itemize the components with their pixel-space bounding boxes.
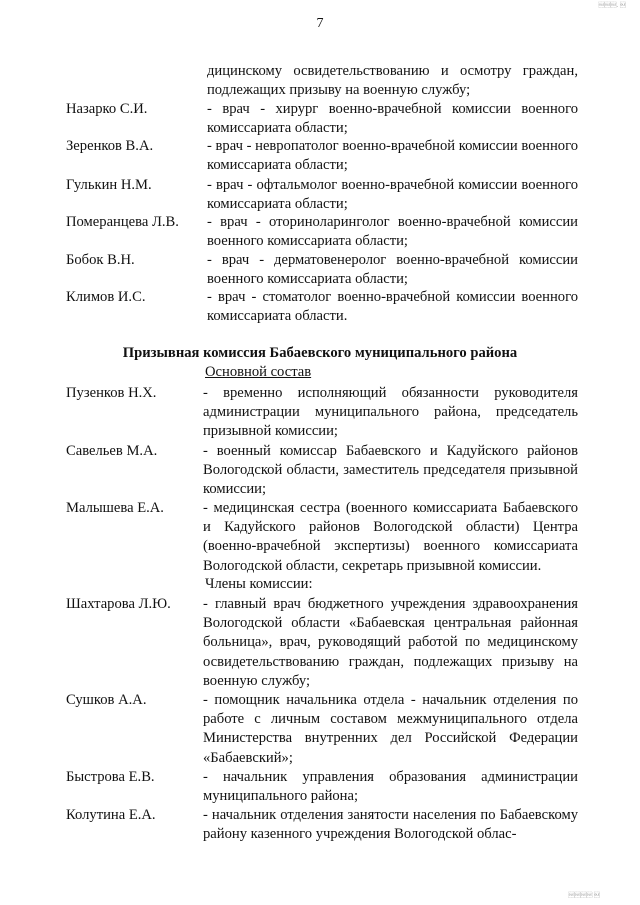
person-position: - главный врач бюджетного учреждения здравоохранения Вологодской области «Бабаевская центральная районная больница», врач, руководящий работой по медицинскому освидетельствованию граждан, подлежащих призыву на военную службу; xyxy=(203,596,578,689)
person-name: Савельев М.А. xyxy=(66,443,158,459)
person-position: - врач - дерматовенеролог военно-врачебной комиссии военного комиссариата области; xyxy=(207,252,578,288)
person-position: - помощник начальника отдела - начальник отделения по работе с личным составом межмуниципального отдела Министерства внутренних дел Российской Федерации «Бабаевский»; xyxy=(203,692,578,766)
person-position: - врач - оториноларинголог военно-врачебной комиссии военного комиссариата области; xyxy=(207,214,578,250)
person-name: Назарко С.И. xyxy=(66,101,148,117)
person-position: - военный комиссар Бабаевского и Кадуйского районов Вологодской области, заместитель председателя призывной комиссии; xyxy=(203,443,578,498)
person-name: Померанцева Л.В. xyxy=(66,214,179,230)
person-position: - врач - хирург военно-врачебной комиссии военного комиссариата области; xyxy=(207,101,578,137)
section-title: Призывная комиссия Бабаевского муниципального района xyxy=(122,345,518,361)
members-heading: Члены комиссии: xyxy=(205,576,313,592)
scan-corner-mark-bottom:   xyxy=(568,893,600,899)
continuation-text: дицинскому освидетельствованию и осмотру граждан, подлежащих призыву на военную службу; xyxy=(207,63,578,99)
person-position: - начальник управления образования администрации муниципального района; xyxy=(203,769,578,805)
person-position: - врач - невропатолог военно-врачебной комиссии военного комиссариата области; xyxy=(207,138,578,174)
person-name: Сушков А.А. xyxy=(66,692,147,708)
person-name: Гулькин Н.М. xyxy=(66,177,152,193)
person-name: Пузенков Н.Х. xyxy=(66,385,157,401)
person-name: Колутина Е.А. xyxy=(66,807,156,823)
person-name: Климов И.С. xyxy=(66,289,146,305)
person-position: - начальник отделения занятости населения по Бабаевскому району казенного учреждения Вологодской облас- xyxy=(203,807,578,843)
person-position: - медицинская сестра (военного комиссариата Бабаевского и Кадуйского районов Вологодской области) Центра (военно-врачебной экспертизы) военного комиссариата Вологодской области, секретарь призывной комиссии. xyxy=(203,500,578,574)
person-name: Быстрова Е.В. xyxy=(66,769,155,785)
person-name: Зеренков В.А. xyxy=(66,138,154,154)
person-position: - врач - офтальмолог военно-врачебной комиссии военного комиссариата области; xyxy=(207,177,578,213)
main-staff-heading: Основной состав xyxy=(205,364,312,380)
person-name: Малышева Е.А. xyxy=(66,500,164,516)
person-position: - врач - стоматолог военно-врачебной комиссии военного комиссариата области. xyxy=(207,289,578,325)
page-number: 7 xyxy=(316,16,324,31)
person-name: Бобок В.Н. xyxy=(66,252,135,268)
person-name: Шахтарова Л.Ю. xyxy=(66,596,171,612)
scan-corner-mark-top: .  xyxy=(598,3,626,9)
person-position: - временно исполняющий обязанности руководителя администрации муниципального района, председатель призывной комиссии; xyxy=(203,385,578,440)
